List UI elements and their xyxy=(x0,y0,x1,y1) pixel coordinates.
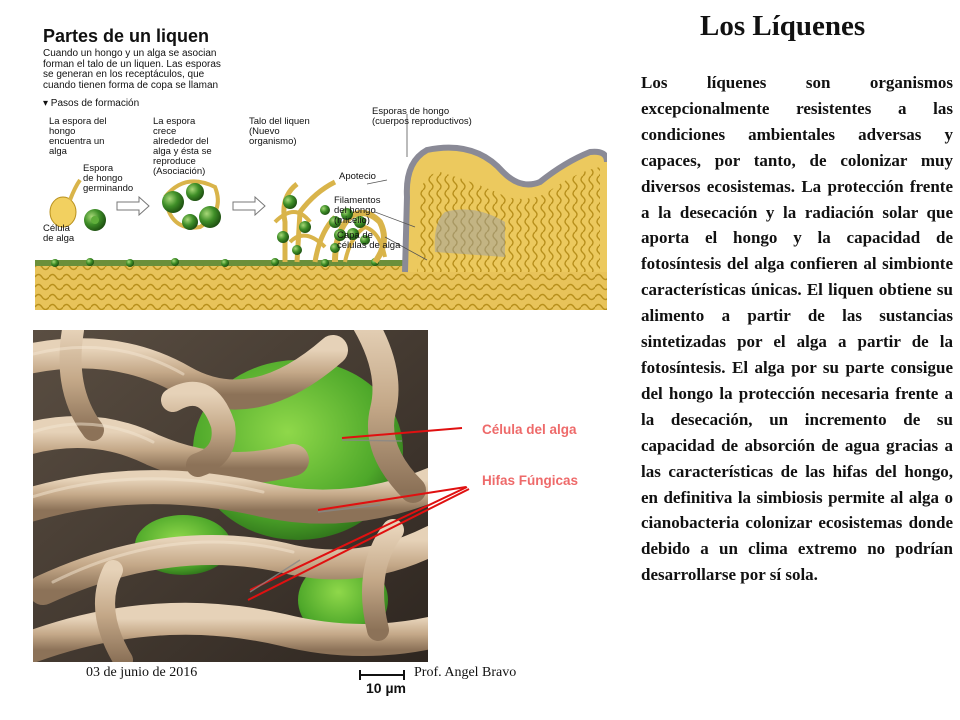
scale-label: 10 µm xyxy=(366,680,406,696)
label-alga-cell: Célula de alga xyxy=(43,223,75,244)
lichen-parts-diagram xyxy=(35,22,607,310)
label-thallus: Talo del liquen (Nuevo organismo) xyxy=(249,116,310,147)
footer-author: Prof. Angel Bravo xyxy=(414,665,517,680)
label-alga-cell-micrograph: Célula del alga xyxy=(482,422,577,437)
label-germinating-spore: Espora de hongo germinando xyxy=(83,163,134,194)
label-spore-grows: La espora crece alrededor del alga y ésta se reproduce (Asociación) xyxy=(153,116,212,177)
diagram-intro-text: Cuando un hongo y un alga se asocian forman el talo de un liquen. Las esporas se generan en los receptáculos, que cuando tienen forma de copa se llaman xyxy=(43,48,221,91)
micrograph-image xyxy=(33,330,428,662)
diagram-steps-heading: ▾ Pasos de formación xyxy=(43,98,140,109)
label-spore-meets-alga: La espora del hongo encuentra un alga xyxy=(49,116,107,157)
body-text: Los líquenes son organismos excepcionalmente resistentes a las condiciones ambientales adversas y capaces, por tanto, de colonizar muy diversos ecosistemas. La protección frente a la desecación y la radiación solar que aporta el hongo y la capacidad de fotosíntesis del alga confieren al simbionte características únicas. El liquen obtiene su alimento a partir de las sustancias sintetizadas por el alga a partir de la fotosíntesis. El alga por su parte consigue del hongo la protección necesaria frente a la desecación, un incremento de su capacidad de absorción de agua gracias a las características de las hifas del hongo, en definitiva la simbiosis permite al alga o cianobacteria colonizar ecosistemas donde debido a un clima extremo no podrían desarrollarse por sí sola. xyxy=(641,73,953,585)
label-algae-layer: Capa de células de alga xyxy=(337,230,401,251)
label-fungal-hyphae: Hifas Fúngicas xyxy=(482,473,579,488)
label-fungal-spores: Esporas de hongo (cuerpos reproductivos) xyxy=(372,106,472,127)
diagram-title: Partes de un liquen xyxy=(43,26,210,46)
label-filaments: Filamentos del hongo (micelio) xyxy=(334,195,381,226)
label-apothecium: Apotecio xyxy=(339,171,376,182)
lichen-micrograph xyxy=(33,330,428,662)
page-title: Los Líquenes xyxy=(700,10,866,42)
footer-date: 03 de junio de 2016 xyxy=(86,665,198,680)
